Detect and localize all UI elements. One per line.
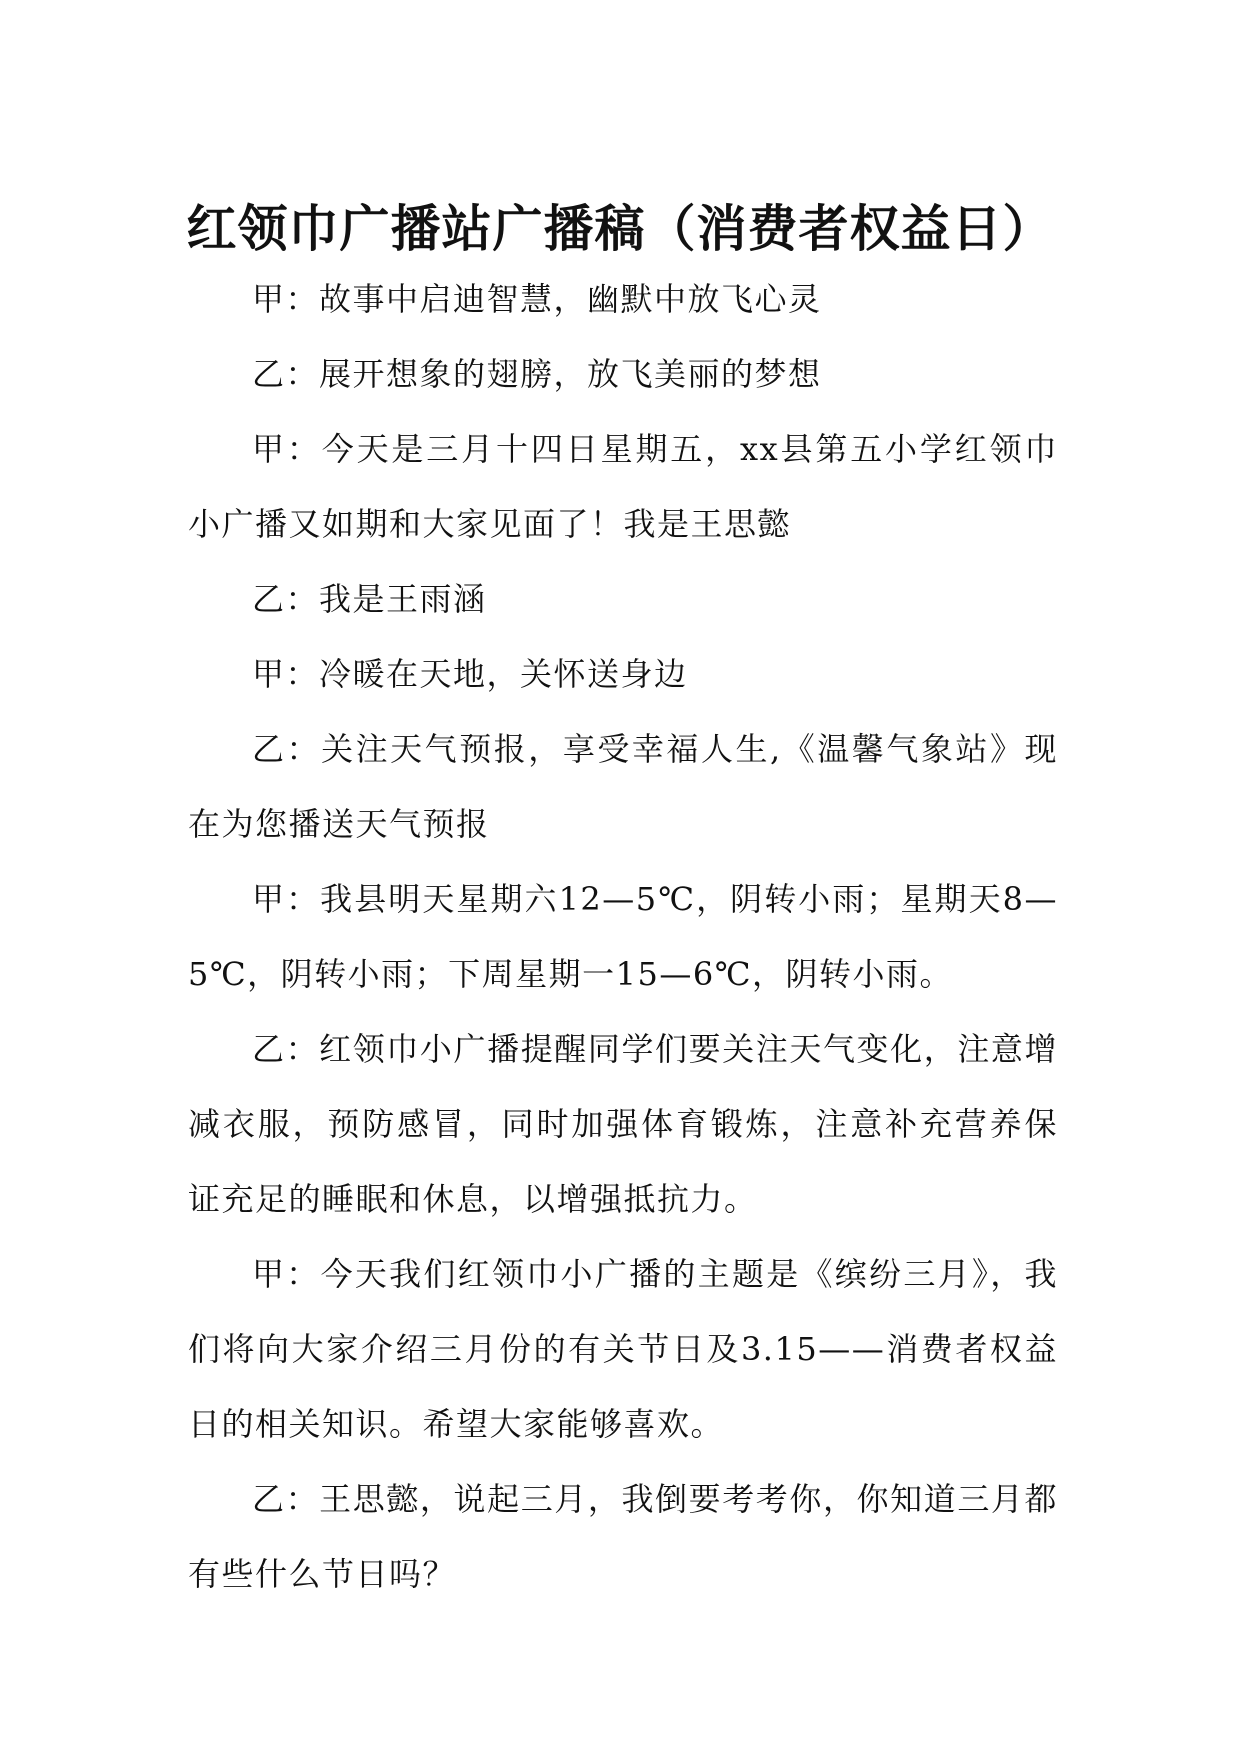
paragraph-5: 甲：冷暖在天地，关怀送身边 [252,655,688,693]
paragraph-7: 甲：我县明天星期六12—5℃，阴转小雨；星期天8—5℃，阴转小雨；下周星期一15—6℃，阴转小雨。 [188,880,1058,993]
document-title: 红领巾广播站广播稿（消费者权益日） [186,199,1054,258]
paragraph-10: 乙：王思懿，说起三月，我倒要考考你，你知道三月都有些什么节日吗？ [188,1480,1058,1593]
paragraph-8: 乙：红领巾小广播提醒同学们要关注天气变化，注意增减衣服，预防感冒，同时加强体育锻炼，注意补充营养保证充足的睡眠和休息，以增强抵抗力。 [188,1030,1058,1218]
paragraph-2: 乙：展开想象的翅膀，放飞美丽的梦想 [252,355,822,393]
paragraph-1: 甲：故事中启迪智慧，幽默中放飞心灵 [252,280,822,318]
paragraph-4: 乙：我是王雨涵 [252,580,487,618]
paragraph-9: 甲：今天我们红领巾小广播的主题是《缤纷三月》，我们将向大家介绍三月份的有关节日及3.15——消费者权益日的相关知识。希望大家能够喜欢。 [188,1255,1058,1443]
paragraph-6: 乙：关注天气预报，享受幸福人生,《温馨气象站》现在为您播送天气预报 [188,730,1058,843]
paragraph-3: 甲：今天是三月十四日星期五，xx县第五小学红领巾小广播又如期和大家见面了！我是王思懿 [188,430,1058,543]
document-body [188,262,1058,1612]
